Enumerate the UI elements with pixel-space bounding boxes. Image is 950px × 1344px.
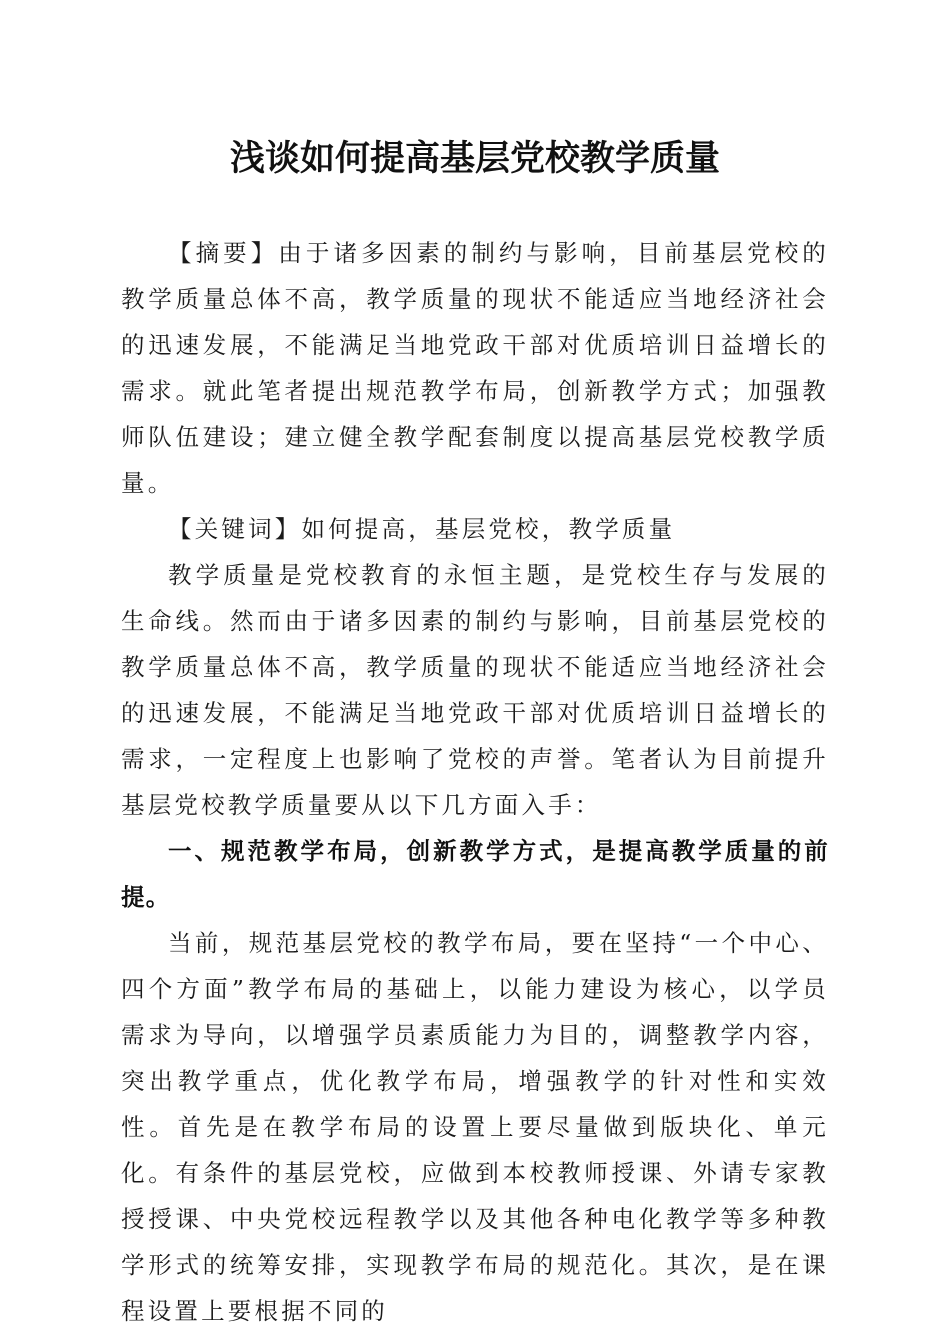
keywords-paragraph: 【关键词】如何提高，基层党校，教学质量	[168, 515, 676, 543]
document-title: 浅谈如何提高基层党校教学质量	[229, 138, 720, 179]
section-heading: 一、规范教学布局，创新教学方式，是提高教学质量的前提。	[121, 837, 829, 911]
intro-paragraph: 教学质量是党校教育的永恒主题，是党校生存与发展的生命线。然而由于诸多因素的制约与影响，目前基层党校的教学质量总体不高，教学质量的现状不能适应当地经济社会的迅速发展，不能满足当地党政干部对优质培训日益增长的需求，一定程度上也影响了党校的声誉。笔者认为目前提升基层党校教学质量要从以下几方面入手：	[121, 561, 829, 819]
abstract-paragraph: 【摘要】由于诸多因素的制约与影响，目前基层党校的教学质量总体不高，教学质量的现状不能适应当地经济社会的迅速发展，不能满足当地党政干部对优质培训日益增长的需求。就此笔者提出规范教学布局，创新教学方式；加强教师队伍建设；建立健全教学配套制度以提高基层党校教学质量。	[121, 239, 829, 497]
document-body	[121, 230, 829, 1334]
section-paragraph: 当前，规范基层党校的教学布局，要在坚持“一个中心、四个方面”教学布局的基础上，以能力建设为核心，以学员需求为导向，以增强学员素质能力为目的，调整教学内容，突出教学重点，优化教学布局，增强教学的针对性和实效性。首先是在教学布局的设置上要尽量做到版块化、单元化。有条件的基层党校，应做到本校教师授课、外请专家教授授课、中央党校远程教学以及其他各种电化教学等多种教学形式的统筹安排，实现教学布局的规范化。其次，是在课程设置上要根据不同的	[121, 929, 829, 1325]
